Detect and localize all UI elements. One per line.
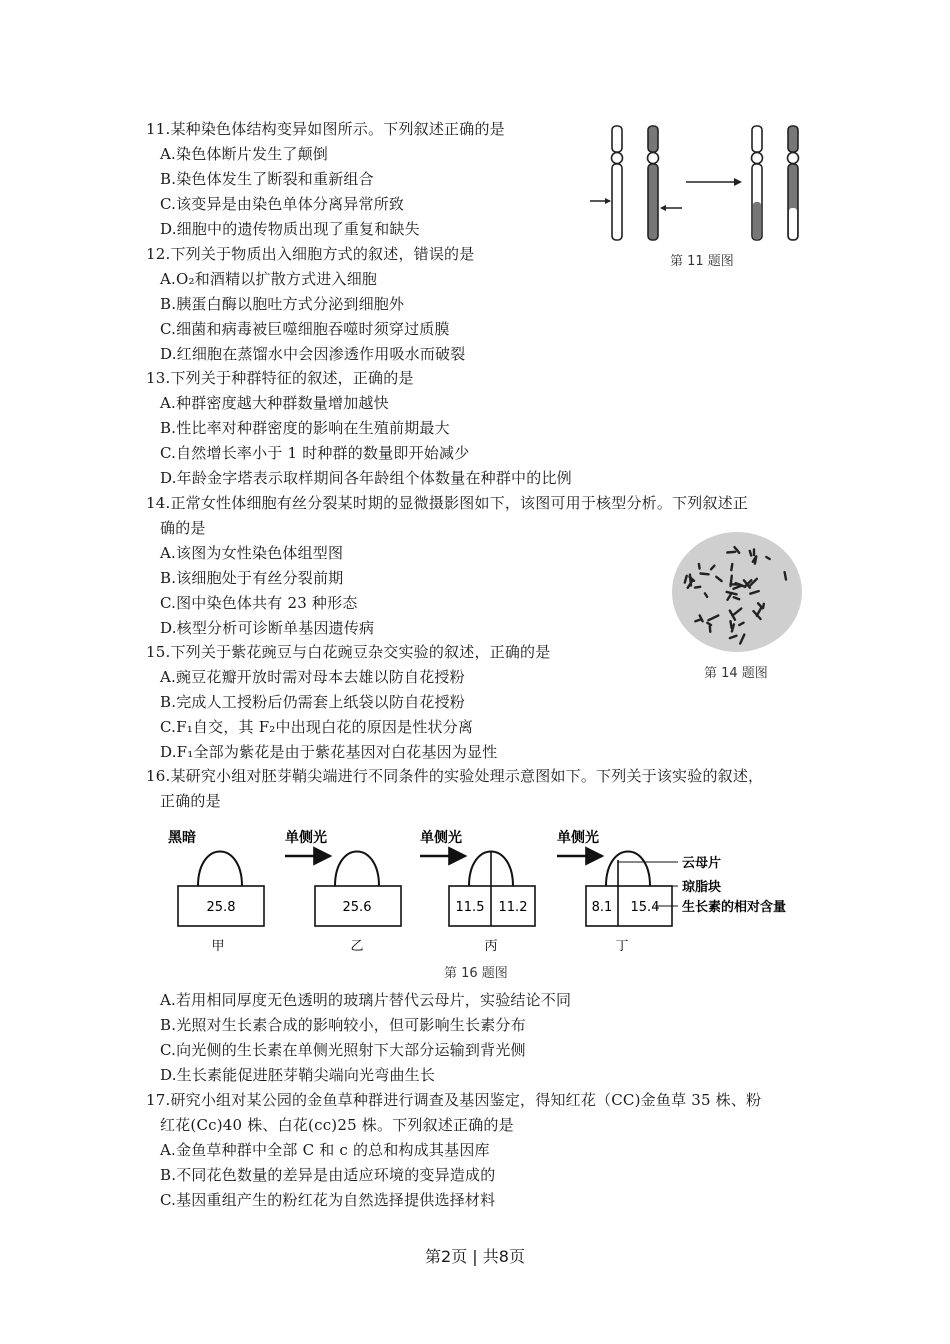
- question-16-option-d: D.生长素能促进胚芽鞘尖端向光弯曲生长: [160, 1066, 436, 1084]
- question-14-option-c: C.图中染色体共有 23 种形态: [160, 594, 358, 612]
- question-15-option-c: C.F₁自交，其 F₂中出现白花的原因是性状分离: [160, 718, 474, 736]
- chromosome-left-light: [612, 126, 623, 240]
- question-14-stem-cont: 确的是: [160, 519, 206, 537]
- question-14-option-a: A.该图为女性染色体组型图: [160, 544, 344, 562]
- chromosome-mark: [699, 564, 700, 569]
- question-11-option-d: D.细胞中的遗传物质出现了重复和缺失: [160, 220, 420, 238]
- question-17-stem: 17.研究小组对某公园的金鱼草种群进行调查及基因鉴定，得知红花（CC)金鱼草 35 株、粉: [146, 1091, 762, 1109]
- question-14-option-b: B.该细胞处于有丝分裂前期: [160, 569, 344, 587]
- experiment-yi: [285, 829, 401, 954]
- experiment-bing: [420, 829, 535, 954]
- question-11-option-a: A.染色体断片发生了颠倒: [160, 145, 329, 163]
- break-point-arrows: [590, 198, 682, 211]
- name-jia: 甲: [211, 939, 225, 954]
- question-15-option-b: B.完成人工授粉后仍需套上纸袋以防自花授粉: [160, 693, 465, 711]
- chromosome-mark: [701, 574, 709, 575]
- chromosome-mark: [785, 572, 786, 579]
- question-17-option-b: B.不同花色数量的差异是由适应环境的变异造成的: [160, 1166, 496, 1184]
- name-bing: 丙: [484, 939, 498, 954]
- value-ding-left: 8.1: [591, 900, 613, 915]
- question-13-stem: 13.下列关于种群特征的叙述，正确的是: [146, 369, 414, 387]
- chromosome-mark: [731, 576, 732, 586]
- condition-label-yi: 单侧光: [285, 830, 327, 846]
- figure-14-caption: 第 14 题图: [704, 666, 768, 681]
- chromosome-mark: [710, 626, 711, 632]
- chromosome-right-dark: [788, 126, 799, 240]
- question-16-option-c: C.向光侧的生长素在单侧光照射下大部分运输到背光侧: [160, 1041, 526, 1059]
- chromosome-figure: [582, 122, 812, 247]
- question-11-option-b: B.染色体发生了断裂和重新组合: [160, 170, 374, 188]
- chromosome-mark: [731, 621, 732, 628]
- question-11-option-c: C.该变异是由染色单体分离异常所致: [160, 195, 405, 213]
- karyotype-micrograph: [670, 530, 805, 655]
- question-12-option-b: B.胰蛋白酶以胞吐方式分泌到细胞外: [160, 295, 405, 313]
- value-yi: 25.6: [342, 900, 372, 915]
- condition-label-ding: 单侧光: [557, 830, 599, 846]
- chromosome-mark: [695, 587, 700, 588]
- question-12-option-c: C.细菌和病毒被巨噬细胞吞噬时须穿过质膜: [160, 320, 450, 338]
- question-13-option-c: C.自然增长率小于 1 时种群的数量即开始减少: [160, 444, 470, 462]
- chromosome-left-dark: [648, 126, 659, 240]
- question-17-option-c: C.基因重组产生的粉红花为自然选择提供选择材料: [160, 1191, 496, 1209]
- experiment-jia: [168, 829, 264, 954]
- chromosome-mark: [750, 551, 751, 556]
- question-16-option-b: B.光照对生长素合成的影响较小，但可影响生长素分布: [160, 1016, 526, 1034]
- question-15-option-d: D.F₁全部为紫花是由于紫花基因对白花基因为显性: [160, 743, 498, 761]
- value-bing-right: 11.2: [498, 900, 528, 915]
- chromosome-mark: [690, 575, 691, 586]
- question-15-option-a: A.豌豆花瓣开放时需对母本去雄以防自花授粉: [160, 668, 465, 686]
- label-agar-block: 琼脂块: [682, 880, 722, 895]
- chromosome-mark: [727, 552, 735, 553]
- value-jia: 25.8: [206, 900, 236, 915]
- label-mica: 云母片: [682, 856, 722, 871]
- chromosome-mark: [731, 564, 732, 570]
- figure-16-caption: 第 16 题图: [444, 966, 508, 981]
- question-16-stem-cont: 正确的是: [160, 792, 221, 810]
- figure-11-caption: 第 11 题图: [670, 254, 734, 269]
- value-bing-left: 11.5: [455, 900, 485, 915]
- question-14-option-d: D.核型分析可诊断单基因遗传病: [160, 619, 375, 637]
- question-14-stem: 14.正常女性体细胞有丝分裂某时期的显微摄影图如下，该图可用于核型分析。下列叙述正: [146, 494, 749, 512]
- question-13-option-d: D.年龄金字塔表示取样期间各年龄组个体数量在种群中的比例: [160, 469, 572, 487]
- question-11-stem: 11.某种染色体结构变异如图所示。下列叙述正确的是: [146, 120, 505, 138]
- question-17-option-a: A.金鱼草种群中全部 C 和 c 的总和构成其基因库: [160, 1141, 490, 1159]
- condition-label-bing: 单侧光: [420, 830, 462, 846]
- condition-label-jia: 黑暗: [168, 830, 196, 846]
- value-ding-right: 15.4: [630, 900, 660, 915]
- question-15-stem: 15.下列关于紫花豌豆与白花豌豆杂交实验的叙述，正确的是: [146, 643, 551, 661]
- chromosome-right-light: [752, 126, 763, 240]
- question-13-option-b: B.性比率对种群密度的影响在生殖前期最大: [160, 419, 450, 437]
- page-footer: 第2页 | 共8页: [425, 1247, 525, 1266]
- transformation-arrow: [686, 178, 742, 186]
- question-12-option-a: A.O₂和酒精以扩散方式进入细胞: [160, 270, 378, 288]
- label-auxin-content: 生长素的相对含量: [682, 900, 787, 915]
- coleoptile-experiment-figure: [160, 820, 820, 960]
- experiment-ding: [557, 829, 786, 954]
- question-16-option-a: A.若用相同厚度无色透明的玻璃片替代云母片，实验结论不同: [160, 991, 572, 1009]
- name-ding: 丁: [615, 939, 629, 954]
- question-12-stem: 12.下列关于物质出入细胞方式的叙述，错误的是: [146, 245, 475, 263]
- name-yi: 乙: [350, 939, 364, 954]
- question-17-stem-cont: 红花(Cc)40 株、白花(cc)25 株。下列叙述正确的是: [160, 1116, 514, 1134]
- question-16-stem: 16.某研究小组对胚芽鞘尖端进行不同条件的实验处理示意图如下。下列关于该实验的叙述，: [146, 767, 764, 785]
- question-13-option-a: A.种群密度越大种群数量增加越快: [160, 394, 389, 412]
- question-12-option-d: D.红细胞在蒸馏水中会因渗透作用吸水而破裂: [160, 345, 466, 363]
